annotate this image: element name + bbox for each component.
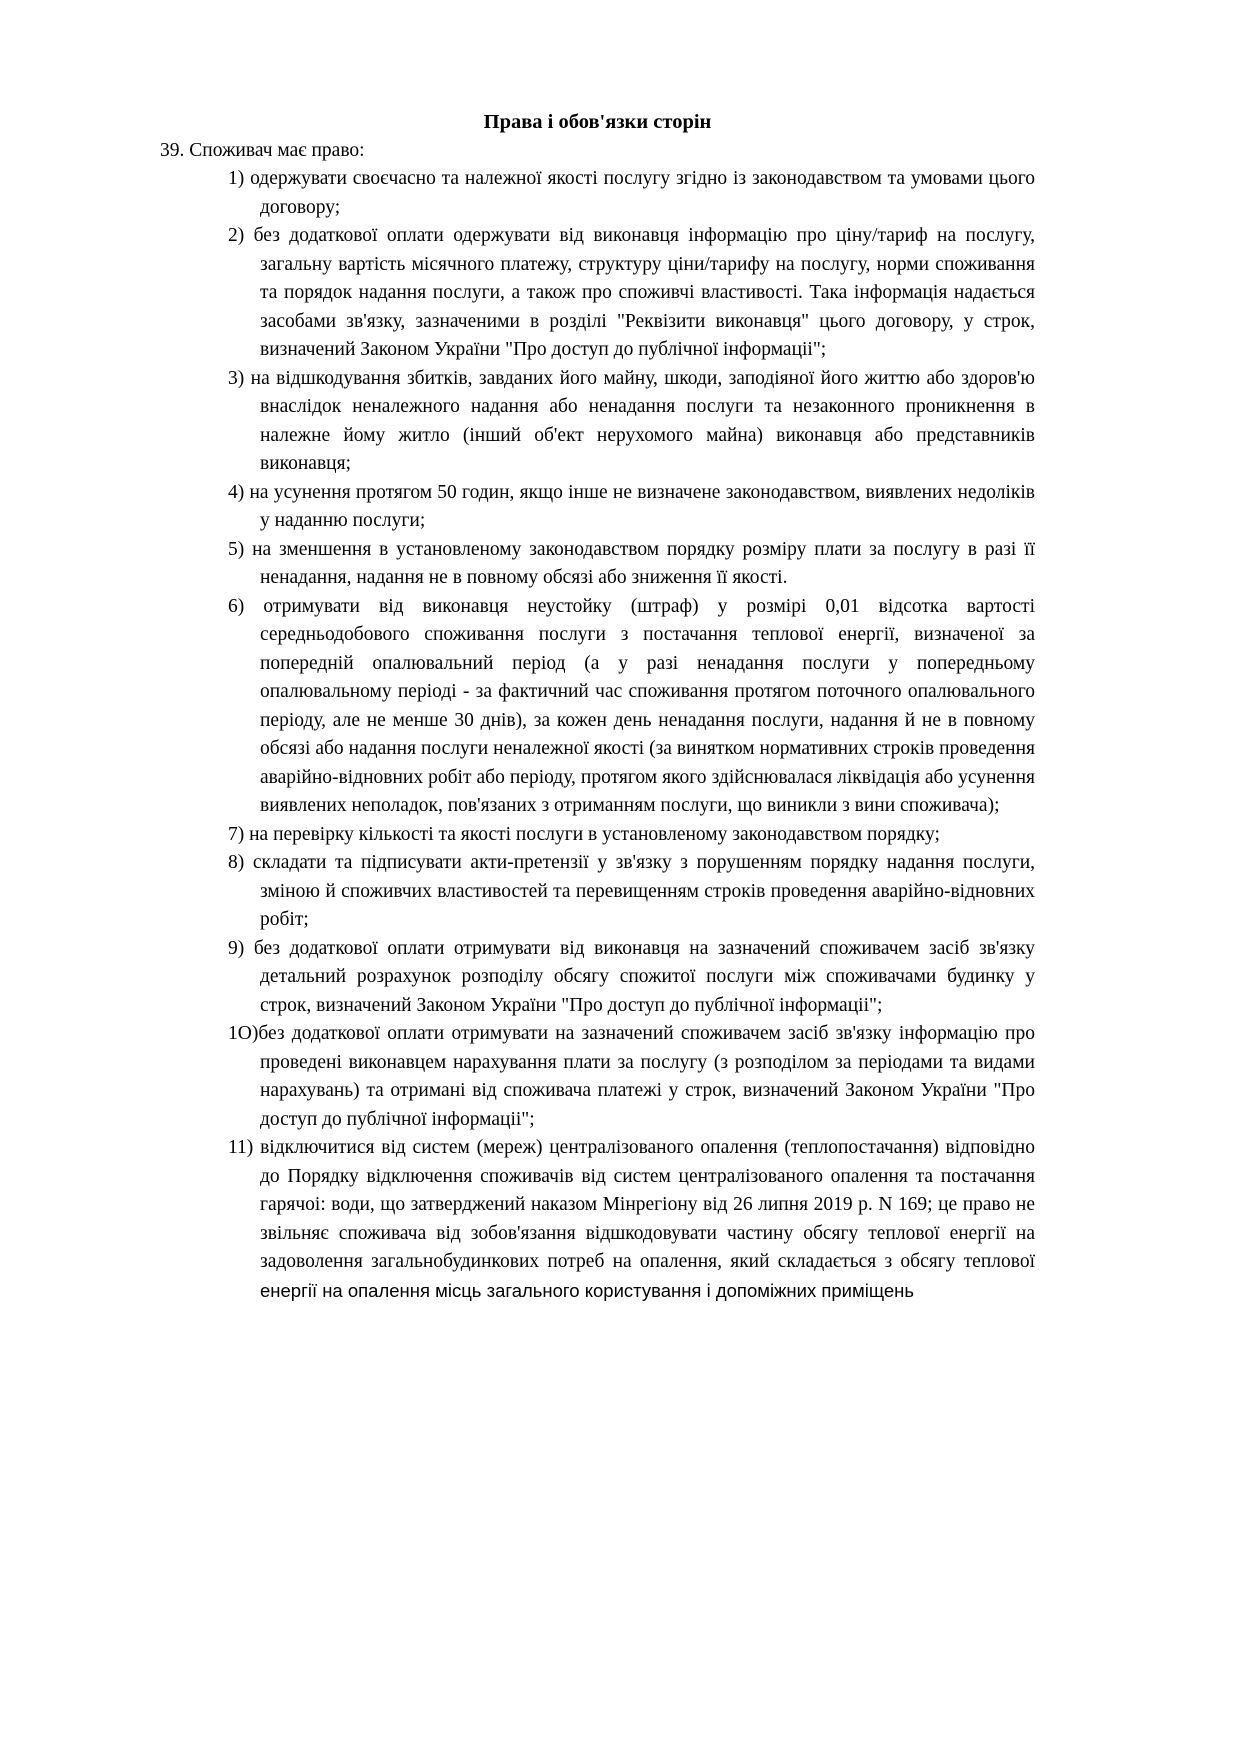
item-number: 1): [228, 168, 245, 189]
item-number: 9): [228, 937, 245, 959]
section-intro: [160, 137, 1035, 166]
item-text: одержувати своєчасно та належної якості послугу згідно із законодавством та умовами цього договору;: [250, 168, 1036, 218]
list-item: [228, 821, 1035, 850]
item-text: без додаткової оплати отримувати на зазначений споживачем засіб зв'язку інформацію про проведені виконавцем нарахування плати за послугу (з розподілом за періодами та видами нарахувань) та отримані від споживача платежі у строк, визначений Законом України "Про доступ до публічної інформаціі";: [258, 1023, 1035, 1130]
rights-list: [228, 165, 1035, 1306]
item-text: відключитися від систем (мереж) централізованого опалення (теплопостачання) відповідно до Порядку відключення споживачів від систем централізованого опалення та постачання гарячоі: води, що затверджений наказом Мінрегіону від 26 липня 2019 р. N 169; це право не звільняє споживача від зобов'язання відшкодовувати частину обсягу теплової енергії на задоволення загальнобудинкових потреб на опалення, який складається з обсягу теплової: [260, 1137, 1035, 1272]
item-text: на відшкодування збитків, завданих його майну, шкоди, заподіяної його життю або здоров'ю внаслідок неналежного надання або ненадання послуги та незаконного проникнення в належне йому житло (інший об'ект нерухомого майна) виконавця або представників виконавця;: [250, 367, 1035, 474]
list-item: [228, 365, 1035, 479]
list-item: [228, 593, 1035, 821]
item-text: на усунення протягом 50 годин, якщо інше не визначене законодавством, виявлених недоліків у наданню послуги;: [249, 481, 1035, 531]
item-number: 11): [228, 1137, 254, 1158]
list-item: [228, 165, 1035, 222]
item-text-tail: енергії на опалення місць загального користування і допоміжних приміщень: [260, 1279, 915, 1301]
list-item: [228, 1020, 1035, 1134]
item-number: 8): [228, 852, 245, 873]
item-text: на перевірку кількості та якості послуги в установленому законодавством порядку;: [249, 823, 940, 845]
item-text: на зменшення в установленому законодавством порядку розміру плати за послугу в разі її ненадання, надання не в повному обсязі або зниження її якості.: [252, 538, 1035, 588]
page-title: Права і обов'язки сторін: [483, 111, 712, 133]
section-number: 39.: [160, 139, 185, 161]
item-number: 3): [228, 367, 245, 389]
list-item: [228, 935, 1035, 1021]
item-text: складати та підписувати акти-претензії у зв'язку з порушенням порядку надання послуги, зміною й споживчих властивостей та перевищенням строків проведення аварійно-відновних робіт;: [252, 852, 1036, 930]
item-number: 1О): [228, 1023, 259, 1044]
item-number: 6): [228, 595, 245, 617]
list-item: [228, 222, 1035, 365]
item-number: 2): [228, 225, 245, 246]
item-text: без додаткової оплати одержувати від виконавця інформацію про ціну/тариф на послугу, загальну вартість місячного платежу, структуру ціни/тарифу на послугу, норми споживання та порядок надання послуги, а також про споживчі властивості. Така інформація надається засобами зв'язку, зазначеними в розділі "Реквізити виконавця" цього договору, у строк, визначений Законом України "Про доступ до публічної інформаціі";: [253, 225, 1036, 360]
list-item: [228, 536, 1035, 593]
item-number: 4): [228, 481, 245, 503]
list-item: [228, 1134, 1035, 1306]
item-number: 5): [228, 538, 245, 560]
item-text: без додаткової оплати отримувати від виконавця на зазначений споживачем засіб зв'язку детальний розрахунок розподілу обсягу спожитої послуги між споживачами будинку у строк, визначений Законом України "Про доступ до публічної інформаціі";: [253, 937, 1035, 1016]
list-item: [228, 849, 1035, 935]
list-item: [228, 479, 1035, 536]
section-intro-text: Споживач має право:: [189, 139, 365, 161]
item-number: 7): [228, 823, 245, 845]
item-text: отримувати від виконавця неустойку (штраф) у розмірі 0,01 відсотка вартості середньодобового споживання послуги з постачання теплової енергії, визначеної за попередній опалювальний період (а у разі ненадання послуги у попередньому опалювальному періоді - за фактичний час споживання протягом поточного опалювального періоду, але не менше 30 днів), за кожен день ненадання послуги, надання й не в повному обсязі або надання послуги неналежної якості (за винятком нормативних строків проведення аварійно-відновних робіт або періоду, протягом якого здійснювалася ліквідація або усунення виявлених неполадок, пов'язаних з отриманням послуги, що виникли з вини споживача);: [260, 595, 1035, 816]
